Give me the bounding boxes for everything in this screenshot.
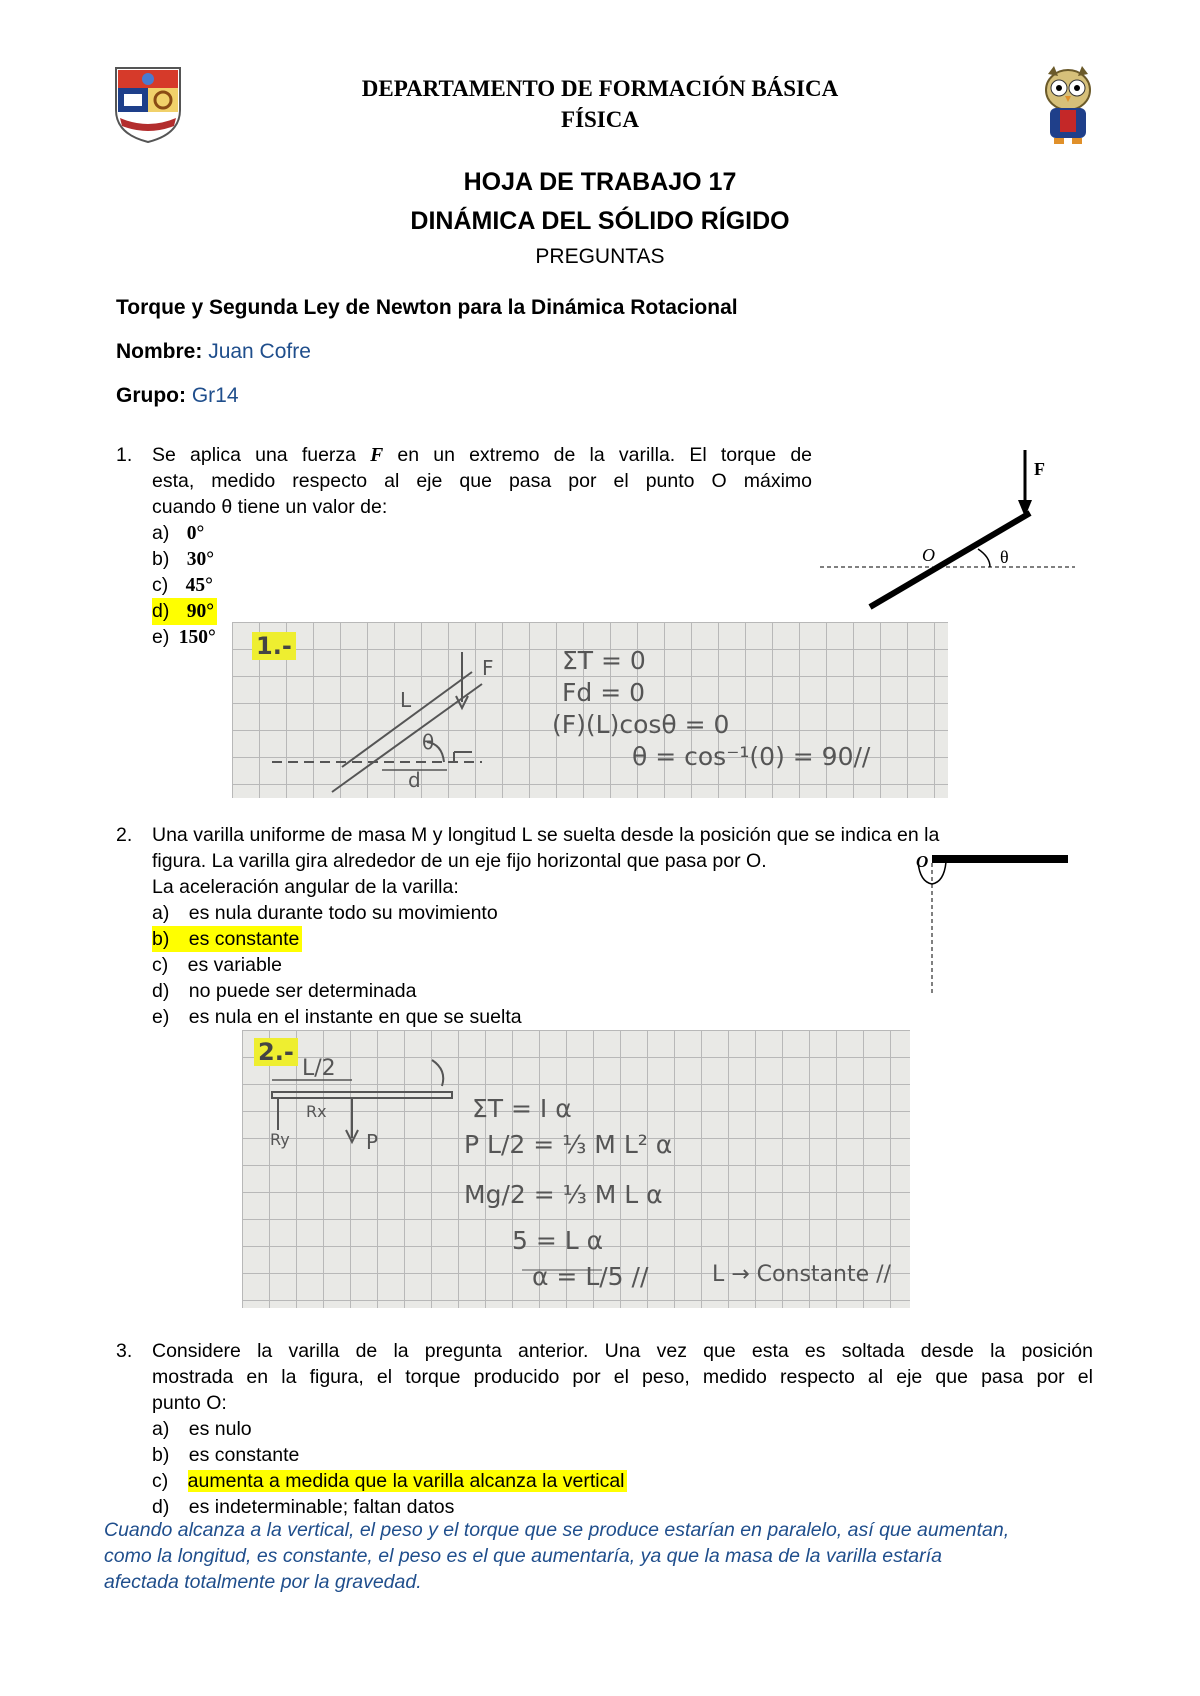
- q1-line2: esta, medido respecto al eje que pasa por el punto O máximo: [152, 470, 812, 492]
- option-letter: a): [152, 902, 170, 924]
- q1-sketch-length: L: [400, 688, 412, 712]
- option-value: 45°: [185, 575, 213, 596]
- q1-figure-point-label: O: [922, 545, 935, 565]
- q1-eq2: Fd = 0: [562, 678, 645, 707]
- q2-number: 2.: [116, 824, 133, 846]
- q1-force-symbol: F: [370, 445, 384, 466]
- q2-eq5: α = L/5 //: [532, 1262, 649, 1291]
- option-letter: a): [152, 1418, 170, 1440]
- q1-line3: cuando θ tiene un valor de:: [152, 496, 388, 518]
- section-kind: PREGUNTAS: [535, 245, 665, 268]
- q1-sketch-angle: θ: [422, 730, 435, 754]
- q3-line1: Considere la varilla de la pregunta anterior. Una vez que esta es soltada desde la posición: [152, 1340, 1093, 1362]
- q1-eq4: θ = cos⁻¹(0) = 90//: [632, 742, 871, 771]
- q2-note: L → Constante //: [712, 1262, 891, 1287]
- option-letter: a): [152, 522, 170, 544]
- q2-line3: La aceleración angular de la varilla:: [152, 876, 459, 898]
- option-value: es nula en el instante en que se suelta: [188, 1006, 522, 1028]
- q1-sketch-label: 1.-: [252, 632, 296, 660]
- q2-option-e[interactable]: [152, 1004, 522, 1030]
- q3-line3: punto O:: [152, 1392, 227, 1414]
- q2-sketch-ry: Ry: [270, 1130, 290, 1149]
- option-value: 90°: [186, 601, 215, 622]
- q2-handwritten-solution: [242, 1030, 910, 1308]
- q1-text-a: Se aplica una fuerza: [152, 444, 357, 466]
- option-letter: d): [152, 600, 170, 622]
- group-label: Grupo:: [116, 384, 186, 407]
- area-heading: FÍSICA: [561, 107, 639, 132]
- q2-figure-point-label: O: [916, 852, 929, 871]
- worksheet-title: HOJA DE TRABAJO 17: [463, 168, 737, 196]
- option-letter: e): [152, 1006, 170, 1028]
- option-value: es nulo: [188, 1418, 252, 1440]
- option-value: es variable: [187, 954, 282, 976]
- option-letter: d): [152, 1496, 170, 1518]
- q3-option-b[interactable]: [152, 1442, 299, 1468]
- q1-eq1: ΣT = 0: [562, 646, 646, 675]
- q1-option-a[interactable]: [152, 520, 204, 547]
- q2-sketch-label: 2.-: [254, 1038, 298, 1066]
- q2-eq3: Mg/2 = ⅓ M L α: [464, 1180, 663, 1209]
- student-group-row: [116, 384, 239, 408]
- option-value: 0°: [186, 523, 205, 544]
- q2-line2: figura. La varilla gira alrededor de un eje fijo horizontal que pasa por O.: [152, 850, 767, 872]
- q2-line1: Una varilla uniforme de masa M y longitud L se suelta desde la posición que se indica en la: [152, 824, 940, 846]
- q1-figure-angle-label: θ: [1000, 547, 1009, 567]
- option-letter: c): [152, 574, 169, 596]
- q1-eq3: (F)(L)cosθ = 0: [552, 710, 730, 739]
- q3-answer-note-line1: Cuando alcanza a la vertical, el peso y el torque que se produce estarían en paralelo, así que aumentan,: [104, 1519, 1010, 1541]
- option-value: 150°: [178, 627, 216, 648]
- q3-option-d[interactable]: [152, 1494, 454, 1520]
- option-letter: b): [152, 1444, 170, 1466]
- option-value: es nula durante todo su movimiento: [188, 902, 498, 924]
- q2-option-b-selected[interactable]: [152, 926, 302, 952]
- q3-answer-note-line3: afectada totalmente por la gravedad.: [104, 1571, 422, 1593]
- q1-option-d-selected[interactable]: [152, 598, 217, 625]
- section-title: Torque y Segunda Ley de Newton para la Dinámica Rotacional: [116, 296, 738, 319]
- q1-handwritten-solution: [232, 622, 948, 798]
- name-value: Juan Cofre: [208, 340, 311, 363]
- student-name-row: [116, 340, 311, 364]
- q1-figure-force-label: F: [1034, 459, 1045, 479]
- q2-option-a[interactable]: [152, 900, 498, 926]
- option-letter: d): [152, 980, 170, 1002]
- q2-eq2: P L/2 = ⅓ M L² α: [464, 1130, 673, 1159]
- worksheet-subtitle: DINÁMICA DEL SÓLIDO RÍGIDO: [410, 207, 790, 235]
- q3-answer-note-line2: como la longitud, es constante, el peso es el que aumentaría, ya que la masa de la varilla estaría: [104, 1545, 942, 1567]
- option-value: 30°: [186, 549, 215, 570]
- q3-number: 3.: [116, 1340, 133, 1362]
- option-value: es indeterminable; faltan datos: [188, 1496, 455, 1518]
- q1-option-b[interactable]: [152, 546, 214, 573]
- q1-sketch-force: F: [482, 656, 494, 680]
- q2-option-d[interactable]: [152, 978, 416, 1004]
- q1-sketch-distance: d: [408, 768, 421, 792]
- group-value: Gr14: [191, 384, 239, 407]
- q2-eq4: 5 = L α: [512, 1226, 604, 1255]
- q2-option-c[interactable]: [152, 952, 282, 978]
- q1-line1: [152, 442, 812, 469]
- q3-option-c-selected[interactable]: [152, 1468, 627, 1494]
- option-letter: b): [152, 548, 170, 570]
- option-value: es constante: [188, 928, 300, 950]
- option-letter: c): [152, 954, 169, 976]
- option-value: no puede ser determinada: [188, 980, 417, 1002]
- option-letter: b): [152, 928, 170, 950]
- option-value: es constante: [188, 1444, 300, 1466]
- q1-option-e[interactable]: [152, 624, 216, 651]
- q1-option-c[interactable]: [152, 572, 213, 599]
- q2-rod-figure: [908, 848, 1078, 998]
- q1-number: 1.: [116, 444, 133, 466]
- q2-sketch-half: L/2: [302, 1056, 336, 1081]
- q3-option-a[interactable]: [152, 1416, 252, 1442]
- option-letter: e): [152, 626, 170, 648]
- q2-sketch-rx: Rx: [306, 1102, 327, 1121]
- q2-sketch-weight: P: [366, 1130, 379, 1154]
- option-letter: c): [152, 1470, 169, 1492]
- q3-line2: mostrada en la figura, el torque producido por el peso, medido respecto al eje que pasa por el: [152, 1366, 1093, 1388]
- name-label: Nombre:: [116, 340, 203, 363]
- option-value: aumenta a medida que la varilla alcanza la vertical: [187, 1470, 625, 1492]
- department-heading: DEPARTAMENTO DE FORMACIÓN BÁSICA: [361, 76, 839, 101]
- q1-rod-figure: [820, 445, 1080, 615]
- q1-text-b: en un extremo de la varilla. El torque de: [397, 444, 813, 466]
- q2-eq1: ΣT = I α: [472, 1094, 572, 1123]
